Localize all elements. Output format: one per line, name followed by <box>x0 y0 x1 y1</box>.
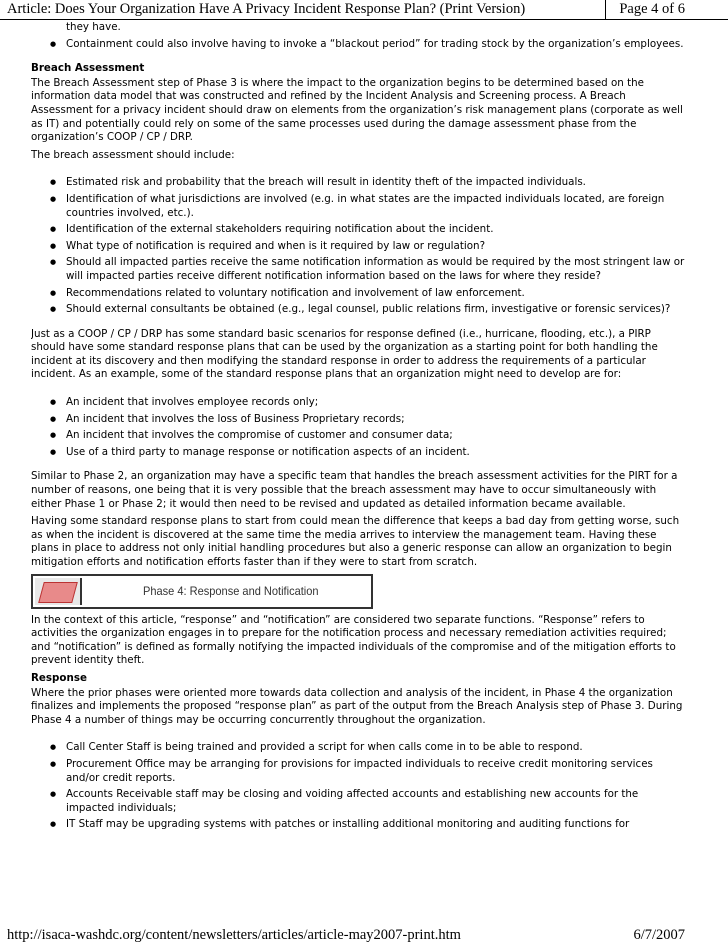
paragraph: Where the prior phases were oriented more towards data collection and analysis of the incident, in Phase 4 the organization finalizes and implements the proposed “response plan” as part of the output from the Breach Analysis step of Phase 3. During Phase 4 a number of things may be occurring concurrently throughout the organization. <box>31 686 683 726</box>
list-item: ● IT Staff may be upgrading systems with patches or installing additional monitoring and auditing functions for <box>66 818 686 832</box>
footer-date: 6/7/2007 <box>633 927 685 943</box>
list-item: they have. <box>66 21 121 33</box>
list-item: ● Containment could also involve having to invoke a “blackout period” for trading stock by the organization’s employees. <box>66 38 686 52</box>
paragraph: In the context of this article, “response” and “notification” are considered two separate functions. “Response” refers to activities the organization engages in to prepare for the notification process and necessary remediation activities required; and “notification” is defined as formally notifying the impacted individuals of the compromise and of the mitigation efforts to prevent identity theft. <box>31 613 676 667</box>
phase4-banner-label: Phase 4: Response and Notification <box>143 583 319 598</box>
article-body <box>31 21 686 926</box>
footer-url: http://isaca-washdc.org/content/newsletters/articles/article-may2007-print.htm <box>7 927 461 943</box>
list-item: ● An incident that involves the compromise of customer and consumer data; <box>66 429 686 443</box>
list-item: ● An incident that involves the loss of Business Proprietary records; <box>66 413 686 427</box>
response-activities-list <box>31 741 686 832</box>
header-divider <box>605 0 606 20</box>
list-item: ● Should external consultants be obtained (e.g., legal counsel, public relations firm, investigative or forensic services)? <box>66 303 686 317</box>
response-heading: Response <box>31 671 87 684</box>
paragraph: The breach assessment should include: <box>31 148 235 161</box>
header-rule <box>0 19 728 20</box>
list-item: ● What type of notification is required and when is it required by law or regulation? <box>66 240 686 254</box>
paragraph: Just as a COOP / CP / DRP has some standard basic scenarios for response defined (i.e., hurricane, flooding, etc.), a PIRP should have some standard response plans that can be used by the organization as a starting point for both handling the incident at its discovery and then modifying the standard response in order to address the requirements of a particular incident. As an example, some of the standard response plans that an organization might need to develop are for: <box>31 327 658 381</box>
breach-assessment-list <box>31 176 686 316</box>
paragraph: Similar to Phase 2, an organization may have a specific team that handles the breach assessment activities for the PIRT for a number of reasons, one being that it is very possible that the breach assessment may have to occur simultaneously with either Phase 1 or Phase 2; it would then need to be revised and updated as detailed information became available. <box>31 470 678 510</box>
paragraph: The Breach Assessment step of Phase 3 is where the impact to the organization begins to be determined based on the information data model that was constructed and refined by the Incident Analysis and Screening process. A Breach Assessment for a privacy incident should draw on elements from the organization’s risk management plans (corporate as well as IT) and potentially could rely on some of the same processes used during the damage assessment phase from the organization’s COOP / CP / DRP. <box>31 76 683 144</box>
list-item: ● Use of a third party to manage response or notification aspects of an incident. <box>66 446 686 460</box>
list-item: ● Should all impacted parties receive the same notification information as would be required by the most stringent law or will impacted parties receive different notification information based on the laws for where they reside? <box>66 256 686 283</box>
header-page-number: Page 4 of 6 <box>619 1 685 17</box>
print-header <box>0 0 728 20</box>
phase-icon <box>35 578 82 605</box>
list-item: ● Recommendations related to voluntary notification and involvement of law enforcement. <box>66 287 686 301</box>
list-item: ● Accounts Receivable staff may be closing and voiding affected accounts and establishing new accounts for the impacted individuals; <box>66 788 686 815</box>
standard-response-list <box>31 396 686 459</box>
list-item: ● Estimated risk and probability that the breach will result in identity theft of the impacted individuals. <box>66 176 686 190</box>
list-item: ● Identification of the external stakeholders requiring notification about the incident. <box>66 223 686 237</box>
containment-list <box>31 21 686 51</box>
header-title: Article: Does Your Organization Have A Privacy Incident Response Plan? (Print Version) <box>7 1 526 17</box>
print-footer <box>0 927 728 943</box>
list-item: ● An incident that involves employee records only; <box>66 396 686 410</box>
list-item: ● Identification of what jurisdictions are involved (e.g. in what states are the impacted individuals located, are foreign countries involved, etc.). <box>66 193 686 220</box>
list-item: ● Procurement Office may be arranging for provisions for impacted individuals to receive credit monitoring services and/or credit reports. <box>66 758 686 785</box>
phase4-banner <box>31 574 373 609</box>
paragraph: Having some standard response plans to start from could mean the difference that keeps a bad day from getting worse, such as when the incident is discovered at the same time the media arrives to interview the management team. Having these plans in place to address not only initial handling procedures but also a generic response can allow an organization to begin mitigation efforts and notification efforts faster than if they were to start from scratch. <box>31 515 680 568</box>
list-item: ● Call Center Staff is being trained and provided a script for when calls come in to be able to respond. <box>66 741 686 755</box>
breach-assessment-heading: Breach Assessment <box>31 62 145 75</box>
